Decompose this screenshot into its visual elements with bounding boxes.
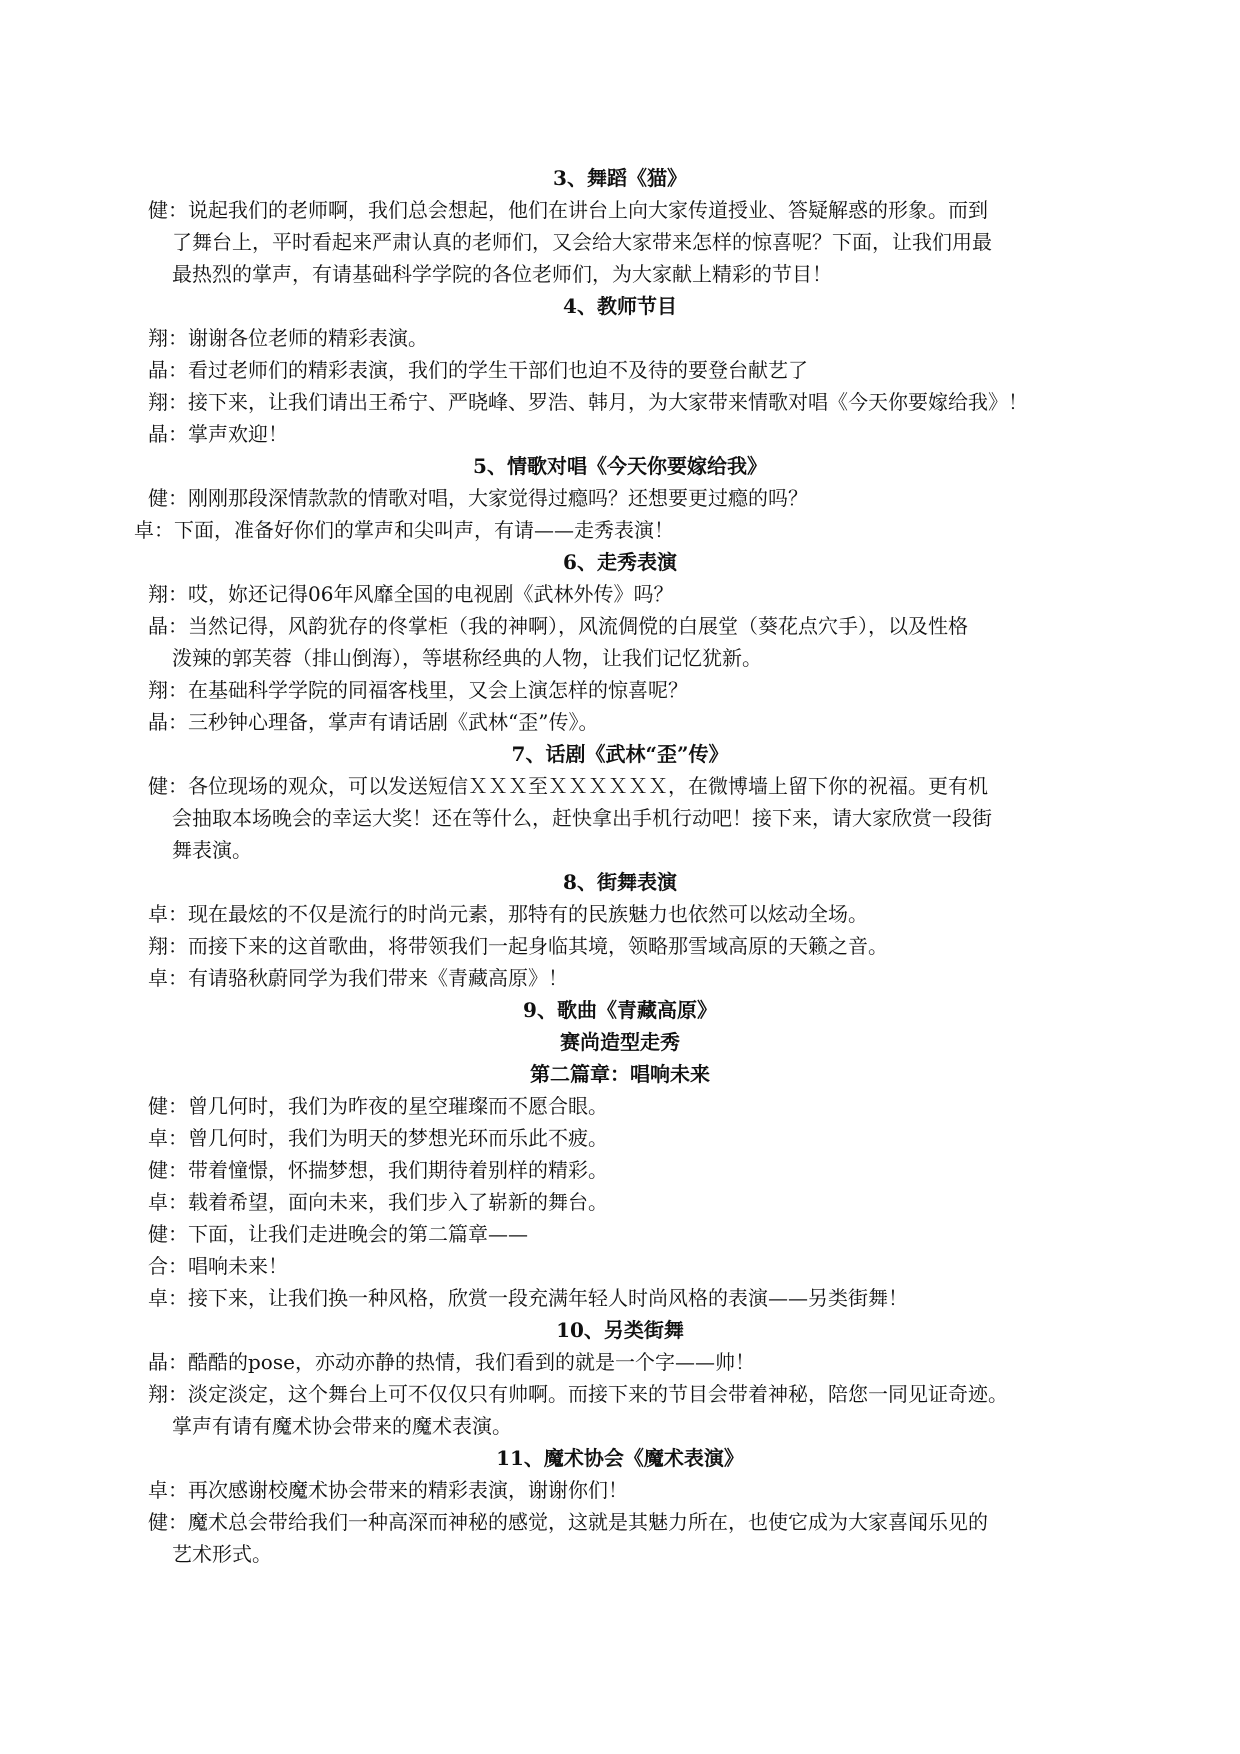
dialogue-line xyxy=(0,930,1240,962)
section-heading: 9、歌曲《青藏高原》 xyxy=(523,998,717,1022)
dialogue-line xyxy=(0,898,1240,930)
dialogue-text: 各位现场的观众，可以发送短信ＸＸＸ至ＸＸＸＸＸＸ，在微博墙上留下你的祝福。更有机 xyxy=(188,774,988,798)
speaker-label: 晶 xyxy=(148,710,168,734)
speaker-label: 翔 xyxy=(148,678,168,702)
speaker-label: 晶 xyxy=(148,422,168,446)
dialogue-text: 而接下来的这首歌曲，将带领我们一起身临其境，领略那雪域高原的天籁之音。 xyxy=(188,934,888,958)
speaker-label: 健 xyxy=(148,486,168,510)
section-heading: 5、情歌对唱《今天你要嫁给我》 xyxy=(473,454,767,478)
dialogue-line xyxy=(0,1186,1240,1218)
speaker-label: 卓 xyxy=(134,518,154,542)
speaker-separator: ： xyxy=(168,1254,188,1278)
speaker-separator: ： xyxy=(168,1222,188,1246)
dialogue-text: 有请骆秋蔚同学为我们带来《青藏高原》！ xyxy=(188,966,568,990)
dialogue-text: 掌声欢迎！ xyxy=(188,422,288,446)
speaker-label: 翔 xyxy=(148,1382,168,1406)
dialogue-line xyxy=(0,1218,1240,1250)
dialogue-text: 曾几何时，我们为昨夜的星空璀璨而不愿合眼。 xyxy=(188,1094,608,1118)
speaker-separator: ： xyxy=(168,582,188,606)
dialogue-text: 哎，妳还记得06年风靡全国的电视剧《武林外传》吗？ xyxy=(188,582,674,606)
dialogue-text: 三秒钟心理备，掌声有请话剧《武林“歪”传》。 xyxy=(188,710,599,734)
dialogue-text: 曾几何时，我们为明天的梦想光环而乐此不疲。 xyxy=(188,1126,608,1150)
dialogue-line xyxy=(0,418,1240,450)
speaker-separator: ： xyxy=(168,486,188,510)
speaker-label: 健 xyxy=(148,774,168,798)
dialogue-line xyxy=(0,482,1240,514)
speaker-separator: ： xyxy=(168,422,188,446)
speaker-separator: ： xyxy=(168,1094,188,1118)
dialogue-continuation: 最热烈的掌声，有请基础科学学院的各位老师们，为大家献上精彩的节目！ xyxy=(172,262,832,286)
speaker-label: 晶 xyxy=(148,614,168,638)
speaker-separator: ： xyxy=(168,902,188,926)
speaker-label: 晶 xyxy=(148,358,168,382)
dialogue-continuation: 舞表演。 xyxy=(172,838,252,862)
speaker-separator: ： xyxy=(168,774,188,798)
speaker-label: 卓 xyxy=(148,1190,168,1214)
dialogue-text: 当然记得，风韵犹存的佟掌柜（我的神啊），风流倜傥的白展堂（葵花点穴手），以及性格 xyxy=(188,614,968,638)
dialogue-continuation: 会抽取本场晚会的幸运大奖！还在等什么，赶快拿出手机行动吧！接下来，请大家欣赏一段街 xyxy=(172,806,992,830)
dialogue-text: 接下来，让我们请出王希宁、严晓峰、罗浩、韩月，为大家带来情歌对唱《今天你要嫁给我》！ xyxy=(188,390,1028,414)
dialogue-line xyxy=(0,1282,1240,1314)
dialogue-line xyxy=(0,706,1240,738)
speaker-separator: ： xyxy=(168,934,188,958)
speaker-label: 卓 xyxy=(148,966,168,990)
dialogue-text: 淡定淡定，这个舞台上可不仅仅只有帅啊。而接下来的节目会带着神秘，陪您一同见证奇迹。 xyxy=(188,1382,1008,1406)
dialogue-line xyxy=(0,1154,1240,1186)
speaker-separator: ： xyxy=(154,518,174,542)
section-heading: 8、街舞表演 xyxy=(563,870,677,894)
dialogue-text: 魔术总会带给我们一种高深而神秘的感觉，这就是其魅力所在，也使它成为大家喜闻乐见的 xyxy=(188,1510,988,1534)
dialogue-line xyxy=(0,194,1240,226)
dialogue-text: 谢谢各位老师的精彩表演。 xyxy=(188,326,428,350)
dialogue-text: 在基础科学学院的同福客栈里，又会上演怎样的惊喜呢？ xyxy=(188,678,688,702)
dialogue-line xyxy=(0,610,1240,642)
speaker-label: 翔 xyxy=(148,326,168,350)
speaker-separator: ： xyxy=(168,1190,188,1214)
dialogue-text: 载着希望，面向未来，我们步入了崭新的舞台。 xyxy=(188,1190,608,1214)
dialogue-text: 看过老师们的精彩表演，我们的学生干部们也迫不及待的要登台献艺了 xyxy=(188,358,808,382)
section-heading: 第二篇章：唱响未来 xyxy=(530,1062,710,1086)
dialogue-text: 说起我们的老师啊，我们总会想起，他们在讲台上向大家传道授业、答疑解惑的形象。而到 xyxy=(188,198,988,222)
section-heading: 3、舞蹈《猫》 xyxy=(553,166,687,190)
speaker-separator: ： xyxy=(168,614,188,638)
section-heading: 赛尚造型走秀 xyxy=(560,1030,680,1054)
speaker-separator: ： xyxy=(168,1126,188,1150)
speaker-label: 健 xyxy=(148,1222,168,1246)
dialogue-text: 唱响未来！ xyxy=(188,1254,288,1278)
dialogue-continuation: 泼辣的郭芙蓉（排山倒海），等堪称经典的人物，让我们记忆犹新。 xyxy=(172,646,762,670)
speaker-label: 合 xyxy=(148,1254,168,1278)
speaker-label: 翔 xyxy=(148,934,168,958)
speaker-label: 健 xyxy=(148,1094,168,1118)
section-heading: 4、教师节目 xyxy=(563,294,677,318)
dialogue-line xyxy=(0,578,1240,610)
dialogue-line xyxy=(0,322,1240,354)
dialogue-text: 带着憧憬，怀揣梦想，我们期待着别样的精彩。 xyxy=(188,1158,608,1182)
speaker-separator: ： xyxy=(168,1478,188,1502)
speaker-label: 健 xyxy=(148,198,168,222)
dialogue-line xyxy=(0,1090,1240,1122)
dialogue-line xyxy=(0,514,1240,546)
speaker-label: 翔 xyxy=(148,582,168,606)
speaker-separator: ： xyxy=(168,966,188,990)
dialogue-text: 下面，准备好你们的掌声和尖叫声，有请——走秀表演！ xyxy=(174,518,674,542)
dialogue-line xyxy=(0,1250,1240,1282)
dialogue-line xyxy=(0,674,1240,706)
dialogue-text: 接下来，让我们换一种风格，欣赏一段充满年轻人时尚风格的表演——另类街舞！ xyxy=(188,1286,908,1310)
speaker-separator: ： xyxy=(168,678,188,702)
section-heading: 10、另类街舞 xyxy=(556,1318,684,1342)
dialogue-line xyxy=(0,1346,1240,1378)
speaker-separator: ： xyxy=(168,1350,188,1374)
section-heading: 7、话剧《武林“歪”传》 xyxy=(511,742,729,766)
speaker-label: 翔 xyxy=(148,390,168,414)
section-heading: 11、魔术协会《魔术表演》 xyxy=(496,1446,744,1470)
speaker-separator: ： xyxy=(168,390,188,414)
speaker-separator: ： xyxy=(168,1286,188,1310)
speaker-label: 卓 xyxy=(148,1126,168,1150)
dialogue-line xyxy=(0,1122,1240,1154)
dialogue-line xyxy=(0,354,1240,386)
speaker-separator: ： xyxy=(168,198,188,222)
speaker-label: 卓 xyxy=(148,902,168,926)
section-heading: 6、走秀表演 xyxy=(563,550,677,574)
dialogue-text: 酷酷的pose，亦动亦静的热情，我们看到的就是一个字——帅！ xyxy=(188,1350,755,1374)
dialogue-continuation: 了舞台上，平时看起来严肃认真的老师们，又会给大家带来怎样的惊喜呢？下面，让我们用最 xyxy=(172,230,992,254)
speaker-separator: ： xyxy=(168,358,188,382)
dialogue-line xyxy=(0,386,1240,418)
speaker-label: 健 xyxy=(148,1158,168,1182)
dialogue-line xyxy=(0,770,1240,802)
dialogue-line xyxy=(0,1506,1240,1538)
dialogue-text: 下面，让我们走进晚会的第二篇章—— xyxy=(188,1222,528,1246)
dialogue-text: 再次感谢校魔术协会带来的精彩表演，谢谢你们！ xyxy=(188,1478,628,1502)
dialogue-line xyxy=(0,1378,1240,1410)
speaker-label: 卓 xyxy=(148,1478,168,1502)
dialogue-continuation: 艺术形式。 xyxy=(172,1542,272,1566)
dialogue-line xyxy=(0,962,1240,994)
speaker-separator: ： xyxy=(168,1382,188,1406)
dialogue-text: 现在最炫的不仅是流行的时尚元素，那特有的民族魅力也依然可以炫动全场。 xyxy=(188,902,868,926)
speaker-label: 晶 xyxy=(148,1350,168,1374)
speaker-separator: ： xyxy=(168,710,188,734)
dialogue-text: 刚刚那段深情款款的情歌对唱，大家觉得过瘾吗？还想要更过瘾的吗？ xyxy=(188,486,808,510)
dialogue-continuation: 掌声有请有魔术协会带来的魔术表演。 xyxy=(172,1414,512,1438)
speaker-label: 卓 xyxy=(148,1286,168,1310)
dialogue-line xyxy=(0,1474,1240,1506)
speaker-separator: ： xyxy=(168,1510,188,1534)
speaker-separator: ： xyxy=(168,326,188,350)
speaker-separator: ： xyxy=(168,1158,188,1182)
speaker-label: 健 xyxy=(148,1510,168,1534)
